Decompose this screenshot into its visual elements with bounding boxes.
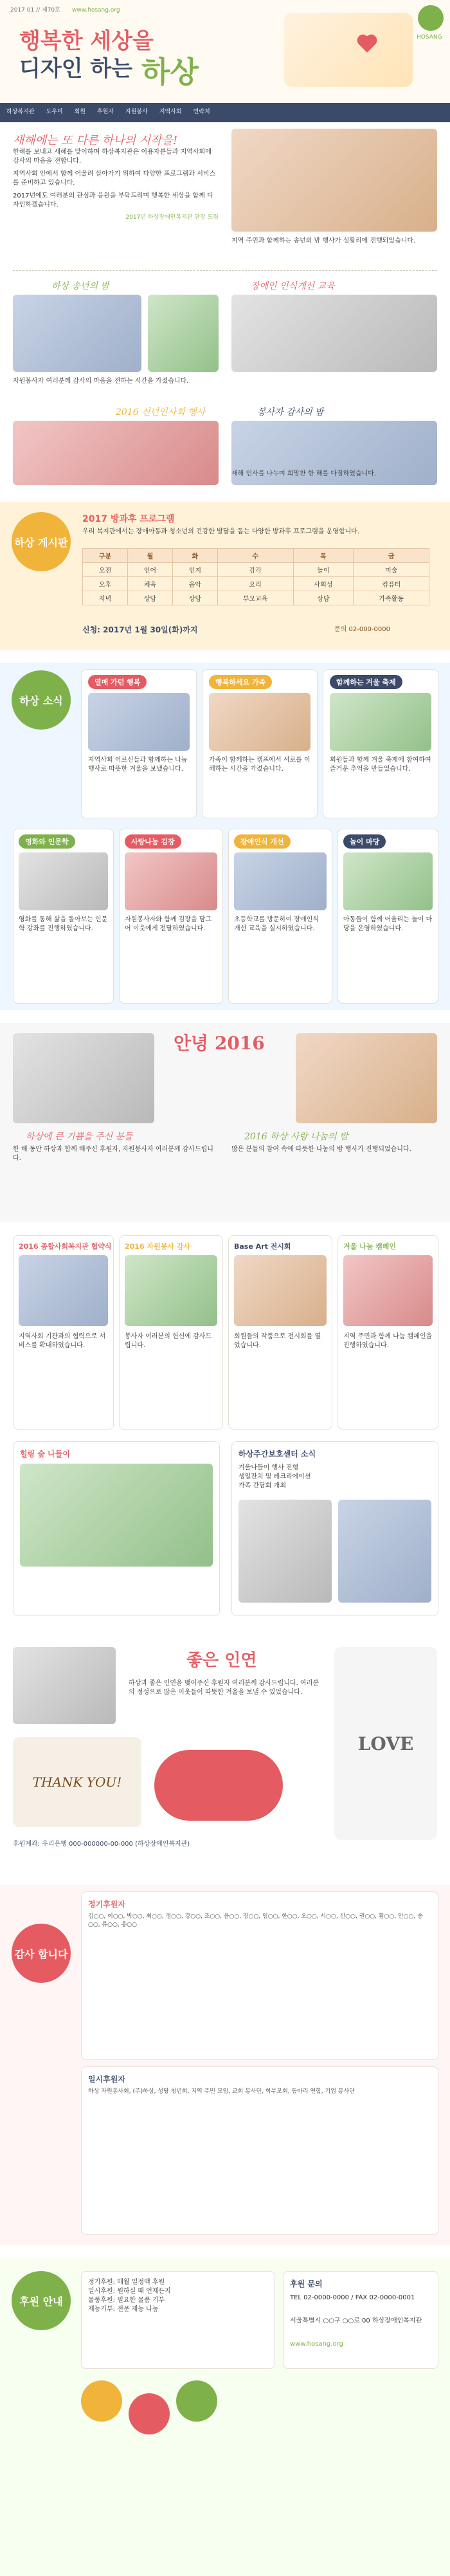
title-line-2: 디자인 하는 xyxy=(19,56,133,82)
caption-3: 장애인 인식개선 교육 xyxy=(251,281,335,291)
greeting-section xyxy=(0,129,450,489)
table-cell: 컴퓨터 xyxy=(354,577,429,591)
activity-photo-4 xyxy=(19,852,108,910)
table-cell: 오후 xyxy=(83,577,128,591)
event-text-1: 자원봉사자 여러분께 감사의 마음을 전하는 시간을 가졌습니다. xyxy=(13,378,189,385)
activity-photo-3 xyxy=(330,693,431,751)
table-cell: 저녁 xyxy=(83,591,128,605)
activity-title-6: 장애인식 개선 xyxy=(234,834,291,849)
annyeong-cap-left: 하상에 큰 기쁨을 주신 분들 xyxy=(26,1132,133,1142)
gallery-photo-1 xyxy=(19,1255,108,1326)
list-item: 생일잔치 및 레크리에이션 xyxy=(239,1473,311,1480)
header-cell: 화 xyxy=(172,549,217,563)
donor-section xyxy=(0,1641,450,1879)
thank-you-board xyxy=(13,1737,141,1827)
yarn-ball xyxy=(154,1750,283,1821)
program-title: 2017 방과후 프로그램 xyxy=(82,514,175,524)
program-contact: 문의 02-000-0000 xyxy=(334,626,390,633)
greeting-sign: 2017년 하상장애인복지관 관장 드림 xyxy=(125,214,219,221)
activity-text-6: 초등학교를 방문하여 장애인식 개선 교육을 실시하였습니다. xyxy=(234,916,319,932)
activity-title-7: 놀이 마당 xyxy=(343,834,386,849)
program-notice: 신청: 2017년 1월 30일(화)까지 xyxy=(82,625,198,634)
activity-card-5 xyxy=(119,829,223,1004)
donor-text: 하상과 좋은 인연을 맺어주신 후원자 여러분께 감사드립니다. 여러분의 정성으로 많은 이웃들이 따뜻한 겨울을 보낼 수 있었습니다. xyxy=(129,1680,319,1696)
thanks-card-2 xyxy=(81,2066,438,2235)
gallery-text-3: 회원들의 작품으로 전시회를 열었습니다. xyxy=(234,1333,321,1349)
annyeong-photo-left xyxy=(13,1033,154,1123)
love-text: LOVE xyxy=(357,1733,414,1754)
title-line-1: 행복한 세상을 xyxy=(19,28,154,54)
table-cell: 상담 xyxy=(293,591,354,605)
nav-item-1[interactable]: 하상복지관 xyxy=(6,109,35,115)
table-cell: 상담 xyxy=(127,591,172,605)
footer-items-card xyxy=(81,2271,275,2369)
board-text: THANK YOU! xyxy=(32,1774,122,1790)
gallery-text-1: 지역사회 기관과의 협력으로 서비스를 확대하였습니다. xyxy=(19,1333,106,1349)
footer-item: 정기후원: 매월 일정액 후원 xyxy=(88,2279,165,2286)
annyeong-text-left: 한 해 동안 하상과 함께 해주신 후원자, 자원봉사자 여러분께 감사드립니다. xyxy=(13,1146,213,1162)
activity-text-2: 가족이 함께하는 캠프에서 서로를 이해하는 시간을 가졌습니다. xyxy=(209,757,310,773)
greeting-paragraph-3: 2017년에도 여러분의 관심과 응원을 부탁드리며 행복한 세상을 함께 디자인하겠습니다. xyxy=(13,192,213,208)
table-cell: 오전 xyxy=(83,563,128,577)
footer-item: 재능기부: 전문 재능 나눔 xyxy=(88,2306,159,2313)
table-cell: 요리 xyxy=(217,577,293,591)
table-cell: 상담 xyxy=(172,591,217,605)
table-row xyxy=(83,563,429,577)
gallery-title-3: Base Art 전시회 xyxy=(234,1242,291,1251)
activity-card-4 xyxy=(13,829,114,1004)
logo-text: HOSANG xyxy=(417,34,442,41)
activity-title-1: 열매 가던 행복 xyxy=(88,675,147,689)
activity-card-7 xyxy=(338,829,438,1004)
activity-card-1 xyxy=(81,669,197,818)
caption-1: 하상 송년의 밤 xyxy=(51,281,110,291)
gallery-card-2 xyxy=(119,1235,223,1430)
activity-photo-1 xyxy=(88,693,190,751)
thanks-section xyxy=(0,1885,450,2245)
gallery-text-2: 봉사자 여러분의 헌신에 감사드립니다. xyxy=(125,1333,212,1349)
activity-card-3 xyxy=(323,669,438,818)
photo-event-2 xyxy=(148,295,219,372)
table-cell: 언어 xyxy=(127,563,172,577)
site-url[interactable]: www.hosang.org xyxy=(72,7,120,14)
donor-photo xyxy=(13,1647,116,1724)
table-cell: 인지 xyxy=(172,563,217,577)
nav-items xyxy=(6,108,444,116)
greeting-headline: 새해에는 또 다른 하나의 시작을! xyxy=(13,134,178,147)
gallery-photo-2 xyxy=(125,1255,217,1326)
divider-dash xyxy=(13,270,437,271)
greeting-paragraph-2: 지역사회 안에서 함께 어울려 살아가기 위하여 다양한 프로그램과 서비스를 준비하고 있습니다. xyxy=(13,170,216,187)
photo-top-right xyxy=(231,129,437,232)
bottom-left-photo xyxy=(20,1464,213,1567)
photo-event-1 xyxy=(13,295,141,372)
activity-title-5: 사랑나눔 김장 xyxy=(125,834,181,849)
photo-event-4 xyxy=(13,421,219,485)
footer-items xyxy=(88,2278,268,2314)
decor-icon-2 xyxy=(129,2393,170,2434)
table-cell: 음악 xyxy=(172,577,217,591)
heart-icon xyxy=(359,36,375,52)
activity-photo-2 xyxy=(209,693,310,751)
footer-contact-card xyxy=(283,2271,438,2369)
gallery-photo-4 xyxy=(343,1255,433,1326)
bottom-right-card xyxy=(231,1441,438,1616)
annyeong-text-right: 많은 분들의 참여 속에 따뜻한 나눔의 밤 행사가 진행되었습니다. xyxy=(231,1146,411,1153)
footer-item: 물품후원: 필요한 물품 기부 xyxy=(88,2297,165,2304)
photo-event-3 xyxy=(231,295,437,372)
activities-section xyxy=(0,663,450,1010)
gallery-text-4: 지역 주민과 함께 나눔 캠페인을 진행하였습니다. xyxy=(343,1333,433,1349)
activity-card-6 xyxy=(228,829,332,1004)
program-table-header-row xyxy=(83,549,429,563)
thanks-donors-1: 김○○, 이○○, 박○○, 최○○, 정○○, 강○○, 조○○, 윤○○, 장○○, 임○○, 한○○, 오○○, 서○○, 신○○, 권○○, 황○○, 안○○, 송○○, 류○○, 홍○○ xyxy=(88,1913,423,1928)
table-cell: 가족활동 xyxy=(354,591,429,605)
activity-card-2 xyxy=(202,669,318,818)
activity-title-2: 행복하세요 가족 xyxy=(209,675,272,689)
annyeong-cap-right: 2016 하상 사랑 나눔의 밤 xyxy=(244,1132,348,1142)
header-cell: 금 xyxy=(354,549,429,563)
event-text-2: 새해 인사를 나누며 희망찬 한 해를 다짐하였습니다. xyxy=(231,470,377,477)
activities-tag: 하상 소식 xyxy=(12,670,71,730)
decor-icon-1 xyxy=(81,2380,122,2422)
footer-section xyxy=(0,2258,450,2576)
donor-title: 좋은 인연 xyxy=(186,1651,257,1670)
nav-item-4[interactable]: 후원자 xyxy=(96,109,114,115)
nav-item-7[interactable]: 연락처 xyxy=(193,109,210,115)
table-cell: 체육 xyxy=(127,577,172,591)
program-section xyxy=(0,502,450,650)
annyeong-photo-right xyxy=(296,1033,437,1123)
thanks-header-1: 정기후원자 xyxy=(88,1900,125,1909)
caption-4: 봉사자 감사의 밤 xyxy=(257,407,324,418)
activity-photo-6 xyxy=(234,852,327,910)
table-cell: 감각 xyxy=(217,563,293,577)
issue-date: 2017 01 // 제70호 xyxy=(10,7,60,14)
footer-item: 일시후원: 원하실 때 언제든지 xyxy=(88,2288,171,2295)
table-row xyxy=(83,591,429,605)
activity-text-3: 회원들과 함께 겨울 축제에 참여하여 즐거운 추억을 만들었습니다. xyxy=(330,757,431,773)
annyeong-title: 안녕 2016 xyxy=(174,1033,265,1054)
header xyxy=(0,0,450,103)
bottom-left-card xyxy=(13,1441,220,1616)
table-cell: 놀이 xyxy=(293,563,354,577)
gallery-title-2: 2016 자원봉사 감사 xyxy=(125,1242,191,1251)
program-tag: 하상 게시판 xyxy=(12,512,71,571)
caption-2: 2016 신년인사회 행사 xyxy=(116,407,206,418)
gallery-card-4 xyxy=(338,1235,438,1430)
program-table xyxy=(82,548,429,605)
activity-photo-5 xyxy=(125,852,217,910)
list-item: 겨울나들이 행사 진행 xyxy=(239,1464,299,1471)
bottom-right-photo-2 xyxy=(338,1500,431,1603)
activity-text-4: 영화를 통해 삶을 돌아보는 인문학 강좌를 진행하였습니다. xyxy=(19,916,108,932)
donor-account: 후원계좌: 우리은행 000-000000-00-000 (하상장애인복지관) xyxy=(13,1841,190,1848)
nav-item-2[interactable]: 도우미 xyxy=(46,109,63,115)
thanks-donors-2: 하상 자원봉사회, (주)하상, 성당 청년회, 지역 주민 모임, 교회 봉사단, 학부모회, 동아리 연합, 기업 봉사단 xyxy=(88,2088,355,2095)
gallery-card-3 xyxy=(228,1235,332,1430)
footer-website[interactable]: www.hosang.org xyxy=(290,2341,343,2348)
header-illustration xyxy=(284,13,413,87)
list-item: 가족 간담회 개최 xyxy=(239,1482,286,1489)
activity-text-1: 지역사회 어르신들과 함께하는 나눔 행사로 따뜻한 겨울을 보냈습니다. xyxy=(88,757,188,773)
footer-contact-title: 후원 문의 xyxy=(290,2279,323,2288)
thanks-card-1 xyxy=(81,1891,438,2060)
footer-tag: 후원 안내 xyxy=(12,2271,71,2330)
logo xyxy=(418,5,444,31)
nav-item-6[interactable]: 지역사회 xyxy=(159,109,182,115)
top-right-text: 지역 주민과 함께하는 송년의 밤 행사가 성황리에 진행되었습니다. xyxy=(231,237,416,244)
love-block xyxy=(334,1647,437,1840)
title-brand: 하상 xyxy=(141,55,199,89)
table-cell: 부모교육 xyxy=(217,591,293,605)
bottom-right-title: 하상주간보호센터 소식 xyxy=(239,1449,316,1458)
annyeong-section xyxy=(0,1023,450,1222)
footer-contact: TEL 02-0000-0000 / FAX 02-0000-0001 xyxy=(290,2294,415,2301)
activity-title-3: 함께하는 겨울 축제 xyxy=(330,675,402,689)
bottom-right-list xyxy=(239,1464,431,1491)
thanks-tag: 감사 합니다 xyxy=(12,1924,71,1983)
gallery-card-1 xyxy=(13,1235,114,1430)
decor-icon-3 xyxy=(176,2380,217,2422)
activity-photo-7 xyxy=(343,852,433,910)
header-cell: 월 xyxy=(127,549,172,563)
program-desc: 우리 복지관에서는 장애아동과 청소년의 건강한 발달을 돕는 다양한 방과후 프로그램을 운영합니다. xyxy=(82,528,360,535)
bottom-left-title: 힐링 숲 나들이 xyxy=(20,1449,70,1458)
table-cell: 미술 xyxy=(354,563,429,577)
greeting-paragraph-1: 한해를 보내고 새해를 맞이하며 하상복지관은 이용자분들과 지역사회에 감사의 마음을 전합니다. xyxy=(13,149,212,165)
activity-text-7: 아동들이 함께 어울리는 놀이 마당을 운영하였습니다. xyxy=(343,916,433,932)
greeting-text xyxy=(13,148,219,222)
table-cell: 사회성 xyxy=(293,577,354,591)
gallery-photo-3 xyxy=(234,1255,327,1326)
thanks-header-2: 일시후원자 xyxy=(88,2075,125,2084)
gallery-title-4: 겨울 나눔 캠페인 xyxy=(343,1242,397,1251)
footer-address: 서울특별시 ○○구 ○○로 00 하상장애인복지관 xyxy=(290,2317,422,2324)
nav-bar xyxy=(0,103,450,122)
bottom-right-photo-1 xyxy=(239,1500,332,1603)
header-cell: 목 xyxy=(293,549,354,563)
gallery-title-1: 2016 종합사회복지관 협약식 xyxy=(19,1242,112,1251)
nav-item-5[interactable]: 자원봉사 xyxy=(125,109,148,115)
header-cell: 구분 xyxy=(83,549,128,563)
nav-item-3[interactable]: 회원 xyxy=(74,109,86,115)
gallery-section xyxy=(0,1229,450,1628)
table-row xyxy=(83,577,429,591)
activity-text-5: 자원봉사자와 함께 김장을 담그어 이웃에게 전달하였습니다. xyxy=(125,916,212,932)
activity-title-4: 영화와 인문학 xyxy=(19,834,75,849)
header-cell: 수 xyxy=(217,549,293,563)
